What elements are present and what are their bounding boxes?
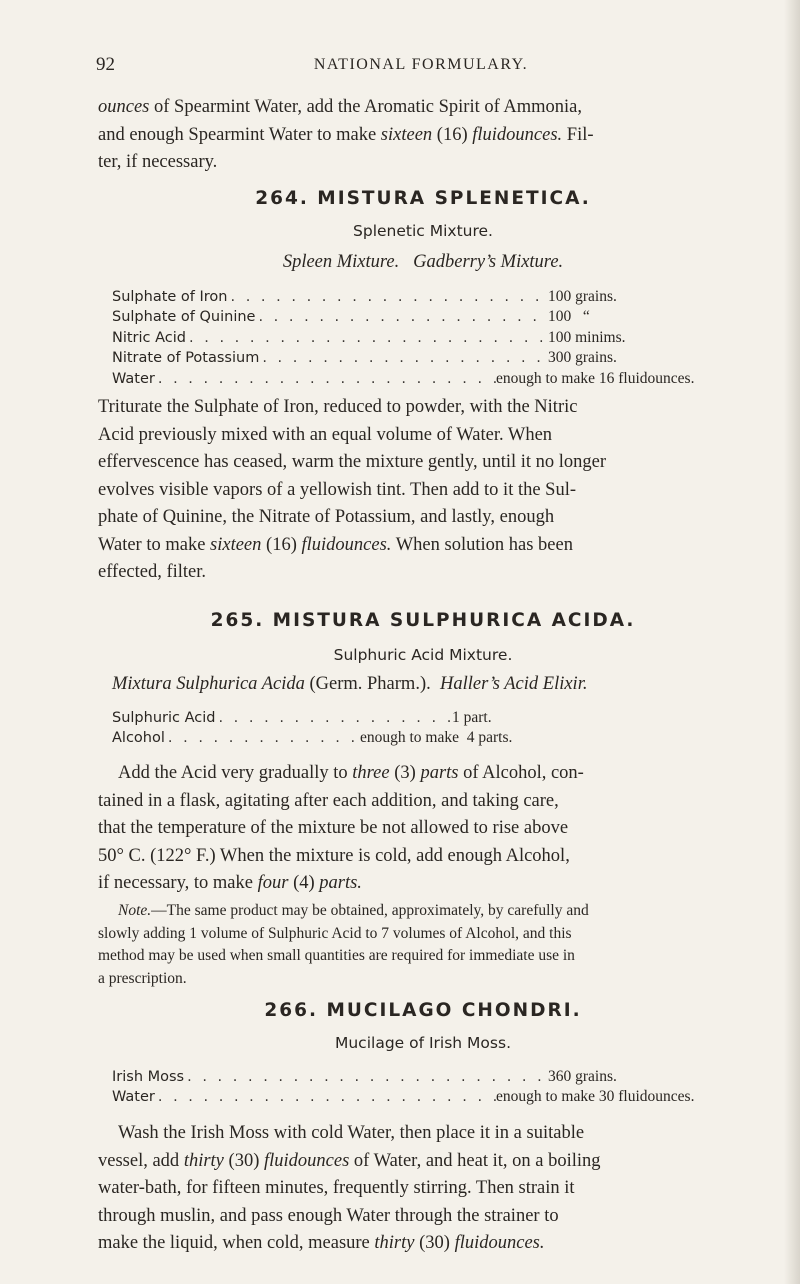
dot-leader <box>215 710 452 726</box>
text-line: through muslin, and pass enough Water through the strainer to <box>98 1205 559 1226</box>
dot-leader <box>186 330 548 346</box>
page-header <box>96 54 746 80</box>
ingredient-row <box>112 288 746 308</box>
ingredient-list <box>112 1068 746 1109</box>
ingredient-row <box>112 349 746 369</box>
dot-leader <box>155 1089 496 1105</box>
text-line: Wash the Irish Moss with cold Water, then place it in a suitable <box>118 1123 585 1143</box>
dot-leader <box>165 730 360 746</box>
text-line: 50° C. (122° F.) When the mixture is cold, add enough Alcohol, <box>98 845 570 866</box>
section-subheading: Sulphuric Acid Mixture. <box>333 646 513 664</box>
directions-paragraph <box>98 760 748 898</box>
ingredient-amount: 100 “ <box>548 308 590 326</box>
ingredient-amount: 100 minims. <box>548 328 626 346</box>
section-heading: 265. MISTURA SULPHURICA ACIDA. <box>210 610 636 631</box>
ingredient-row <box>112 1088 746 1108</box>
text-line: that the temperature of the mixture be not allowed to rise above <box>98 818 569 838</box>
text-line: and enough Spearmint Water to make sixteen (16) fluidounces. Fil- <box>98 124 594 145</box>
ingredient-row <box>112 1068 746 1088</box>
text-line: phate of Quinine, the Nitrate of Potassium, and lastly, enough <box>98 507 555 527</box>
ingredient-amount: 100 grains. <box>548 288 617 305</box>
ingredient-row <box>112 709 570 729</box>
text-line: method may be used when small quantities are required for immediate use in <box>98 947 575 964</box>
text-line: a prescription. <box>98 969 187 987</box>
ingredient-row <box>112 329 746 349</box>
ingredient-name: Water <box>112 1089 155 1106</box>
text-line: ounces of Spearmint Water, add the Aromatic Spirit of Ammonia, <box>98 97 582 117</box>
dot-leader <box>155 371 496 387</box>
dot-leader <box>255 309 548 325</box>
ingredient-row <box>112 308 746 328</box>
ingredient-name: Sulphate of Iron <box>112 289 228 305</box>
ingredient-amount: 1 part. <box>452 709 492 726</box>
ingredient-name: Alcohol <box>112 730 165 747</box>
ingredient-amount: enough to make 30 fluidounces. <box>496 1088 695 1106</box>
section-synonyms: Mixtura Sulphurica Acida (Germ. Pharm.). Haller’s Acid Elixir. <box>112 674 588 694</box>
ingredient-amount: enough to make 4 parts. <box>360 729 513 747</box>
ingredient-name: Sulphuric Acid <box>112 710 216 726</box>
text-line: water-bath, for fifteen minutes, frequently stirring. Then strain it <box>98 1178 575 1198</box>
directions-paragraph <box>98 1120 748 1258</box>
ingredient-list <box>112 288 746 390</box>
page-number: 92 <box>96 54 115 75</box>
text-line: if necessary, to make four (4) parts. <box>98 873 362 893</box>
text-line: Add the Acid very gradually to three (3) parts of Alcohol, con- <box>118 763 584 783</box>
ingredient-name: Nitrate of Potassium <box>112 350 260 367</box>
directions-paragraph <box>98 394 748 587</box>
ingredient-name: Nitric Acid <box>112 329 187 346</box>
continuation-paragraph <box>98 94 748 177</box>
section-heading: 264. MISTURA SPLENETICA. <box>255 188 591 209</box>
text-line: Triturate the Sulphate of Iron, reduced to powder, with the Nitric <box>98 397 578 417</box>
section-synonyms: Spleen Mixture. Gadberry’s Mixture. <box>282 252 564 272</box>
ingredient-amount: 360 grains. <box>548 1068 617 1085</box>
text-line: effervescence has ceased, warm the mixture gently, until it no longer <box>98 452 607 472</box>
text-line: Note.—The same product may be obtained, approximately, by carefully and <box>118 902 589 919</box>
ingredient-list <box>112 709 570 750</box>
dot-leader <box>184 1069 548 1085</box>
dot-leader <box>227 289 548 305</box>
section-subheading: Splenetic Mixture. <box>353 222 493 240</box>
text-line: vessel, add thirty (30) fluidounces of Water, and heat it, on a boiling <box>98 1150 601 1171</box>
section-subheading: Mucilage of Irish Moss. <box>334 1034 511 1052</box>
text-line: tained in a flask, agitating after each addition, and taking care, <box>98 790 559 811</box>
running-head: NATIONAL FORMULARY. <box>313 56 529 73</box>
text-line: evolves visible vapors of a yellowish tint. Then add to it the Sul- <box>98 479 577 500</box>
page-edge-shadow <box>784 0 800 1284</box>
text-line: Water to make sixteen (16) fluidounces. When solution has been <box>98 534 573 555</box>
ingredient-amount: enough to make 16 fluidounces. <box>496 369 695 387</box>
note-paragraph <box>98 900 748 990</box>
ingredient-row <box>112 729 570 749</box>
dot-leader <box>259 350 548 366</box>
text-line: make the liquid, when cold, measure thirty (30) fluidounces. <box>98 1233 545 1253</box>
text-line: slowly adding 1 volume of Sulphuric Acid to 7 volumes of Alcohol, and this <box>98 924 572 942</box>
section-heading: 266. MUCILAGO CHONDRI. <box>264 1000 582 1021</box>
ingredient-name: Water <box>112 370 155 387</box>
ingredient-name: Sulphate of Quinine <box>112 309 256 326</box>
ingredient-amount: 300 grains. <box>548 349 617 367</box>
ingredient-row <box>112 370 746 390</box>
text-line: Acid previously mixed with an equal volume of Water. When <box>98 424 553 445</box>
ingredient-name: Irish Moss <box>112 1069 185 1085</box>
text-line: ter, if necessary. <box>98 152 218 172</box>
text-line: effected, filter. <box>98 562 207 582</box>
